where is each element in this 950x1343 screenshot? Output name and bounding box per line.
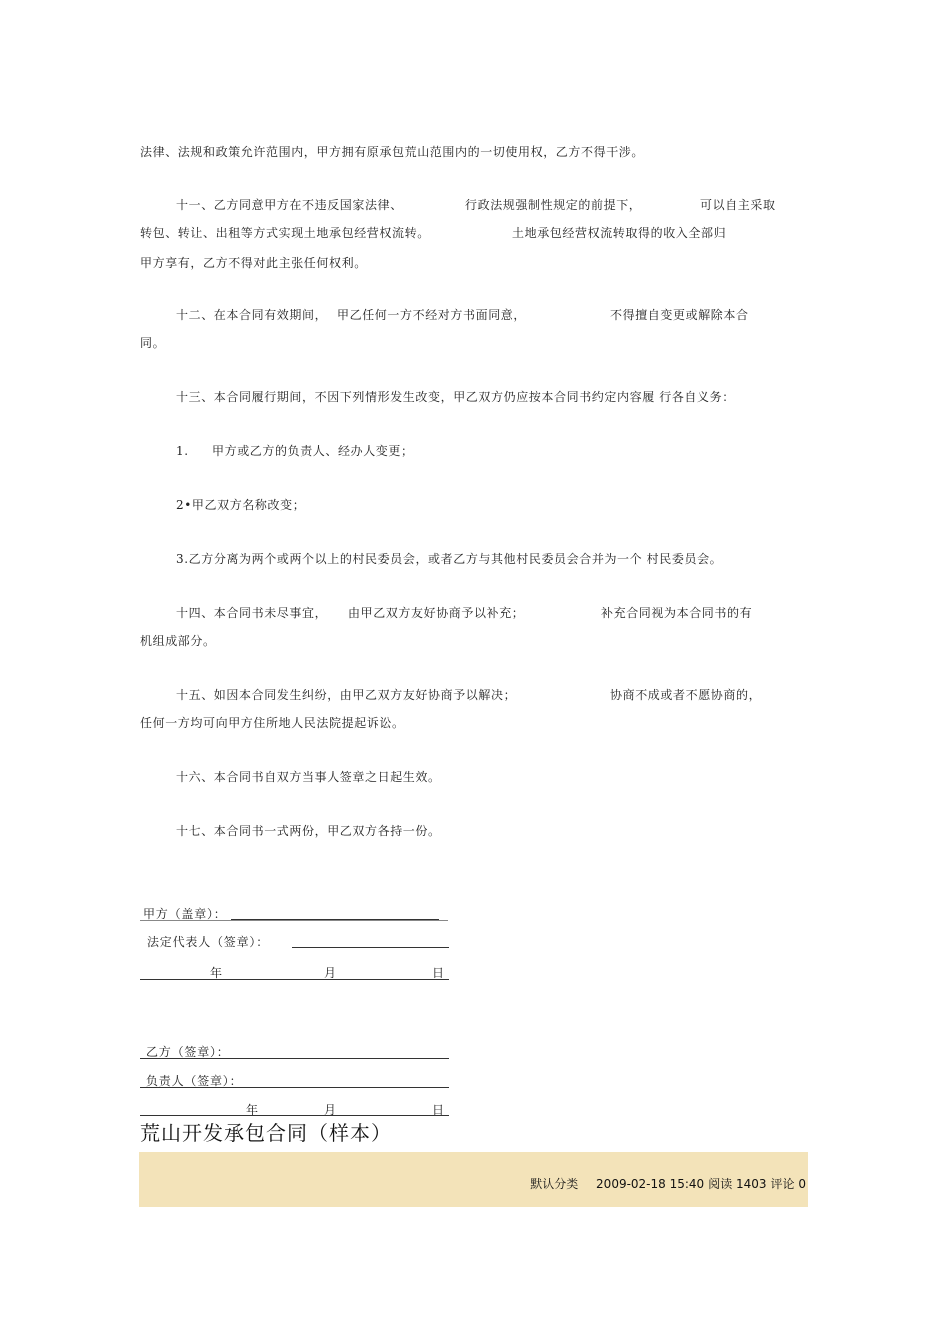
clause-15-line-2: 任何一方均可向甲方住所地人民法院提起诉讼。 (140, 716, 405, 730)
clause-11-line-3: 甲方享有，乙方不得对此主张任何权利。 (140, 256, 367, 270)
clause-15-seg-a: 十五、如因本合同发生纠纷，由甲乙双方友好协商予以解决； (176, 688, 517, 702)
post-datetime: 2009-02-18 15:40 (596, 1177, 705, 1191)
clause-11-seg-a: 十一、乙方同意甲方在不违反国家法律、 (176, 198, 403, 212)
clause-11-line-2 (0, 225, 950, 241)
clause-12-seg-a: 十二、在本合同有效期间， (176, 308, 328, 322)
clause-11-seg-e: 土地承包经营权流转取得的收入全部归 (512, 226, 727, 240)
clause-14-seg-b: 由甲乙双方友好协商予以补充； (348, 606, 525, 620)
party-b-day-label: 日 (432, 1103, 445, 1117)
item-1-text: 甲方或乙方的负责人、经办人变更； (212, 444, 414, 458)
post-title: 荒山开发承包合同（样本） (140, 1121, 392, 1145)
clause-12-line-1 (0, 307, 950, 323)
party-a-month-label: 月 (324, 966, 337, 980)
clause-12-line-2: 同。 (140, 336, 166, 350)
clause-14-line-1 (0, 605, 950, 621)
clause-11-line-1 (0, 197, 950, 213)
party-b-year-label: 年 (246, 1103, 259, 1117)
clause-10-continuation: 法律、法规和政策允许范围内，甲方拥有原承包荒山范围内的一切使用权，乙方不得干涉。 (140, 145, 645, 159)
clause-13-item-2: 2•甲乙双方名称改变； (176, 498, 306, 512)
post-meta (530, 1175, 806, 1192)
clause-15-line-1 (0, 687, 950, 703)
clause-15-seg-b: 协商不成或者不愿协商的， (610, 688, 762, 702)
post-comment-link[interactable]: 评论 0 (770, 1177, 806, 1191)
party-a-underline (140, 920, 448, 921)
party-a-seal-label: 甲方（盖章）： (143, 907, 227, 921)
responsible-person-field[interactable] (140, 1087, 449, 1088)
party-a-date-field[interactable] (140, 979, 449, 980)
post-meta-bar (139, 1152, 808, 1207)
party-a-year-label: 年 (210, 966, 223, 980)
clause-12-seg-c: 不得擅自变更或解除本合 (610, 308, 749, 322)
clause-14-seg-c: 补充合同视为本合同书的有 (601, 606, 753, 620)
clause-12-seg-b: 甲乙任何一方不经对方书面同意， (337, 308, 527, 322)
party-b-signature-label: 乙方（签章）： (146, 1045, 230, 1059)
post-read-count: 阅读 1403 (708, 1177, 767, 1191)
post-category-link[interactable]: 默认分类 (530, 1177, 579, 1191)
clause-14-seg-a: 十四、本合同书未尽事宜， (176, 606, 328, 620)
party-b-month-label: 月 (324, 1103, 337, 1117)
clause-14-line-2: 机组成部分。 (140, 634, 216, 648)
responsible-person-label: 负责人（签章）： (146, 1074, 243, 1088)
clause-17: 十七、本合同书一式两份，甲乙双方各持一份。 (176, 824, 441, 838)
item-1-number: 1. (176, 444, 189, 458)
clause-13-item-1 (0, 443, 950, 459)
legal-rep-signature-field[interactable] (292, 947, 449, 948)
clause-16: 十六、本合同书自双方当事人签章之日起生效。 (176, 770, 441, 784)
clause-13-item-3: 3.乙方分离为两个或两个以上的村民委员会，或者乙方与其他村民委员会合并为一个 村民委员会。 (176, 552, 723, 566)
clause-11-seg-b: 行政法规强制性规定的前提下， (465, 198, 642, 212)
legal-rep-label: 法定代表人（签章）： (147, 935, 270, 949)
party-a-day-label: 日 (432, 966, 445, 980)
party-b-date-field[interactable] (140, 1115, 449, 1116)
clause-11-seg-d: 转包、转让、出租等方式实现土地承包经营权流转。 (140, 226, 430, 240)
clause-11-seg-c: 可以自主采取 (700, 198, 776, 212)
clause-13: 十三、本合同履行期间，不因下列情形发生改变，甲乙双方仍应按本合同书约定内容履 行各自义务： (176, 390, 735, 404)
party-b-signature-field[interactable] (140, 1058, 449, 1059)
